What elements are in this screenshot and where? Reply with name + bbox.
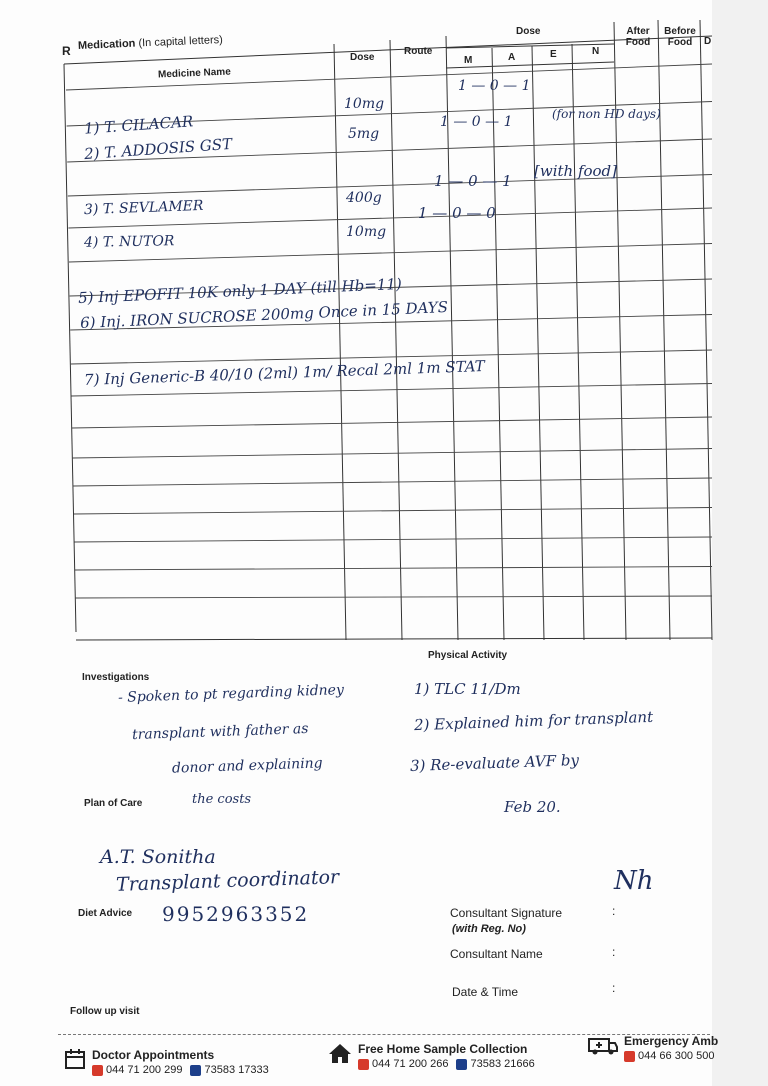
activity-line-4: Feb 20.	[504, 798, 561, 816]
activity-line-2: 2) Explained him for transplant	[413, 707, 654, 735]
header-a: A	[508, 52, 516, 63]
mobile-icon	[190, 1065, 201, 1076]
grid-row-line	[74, 537, 712, 542]
med-line-2: 2) T. ADDOSIS GST	[83, 134, 233, 164]
with-reg-label: (with Reg. No)	[452, 923, 526, 935]
footer-sample-collection	[328, 1042, 535, 1070]
med-line-7: 7) Inj Generic-B 40/10 (2ml) 1m/ Recal 2ml 1m STAT	[83, 357, 486, 389]
med-4-schedule: 1 — 0 — 0	[418, 204, 496, 222]
grid-row-line	[73, 478, 712, 486]
diet-advice-label: Diet Advice	[78, 908, 133, 919]
med-line-1: 1) T. CILACAR	[83, 112, 194, 138]
med-1-schedule: 1 — 0 — 1	[458, 78, 531, 94]
grid-row-line	[75, 567, 712, 571]
plan-of-care-label: Plan of Care	[84, 798, 143, 809]
med-4-dose: 10mg	[346, 224, 387, 240]
physical-activity-label: Physical Activity	[428, 650, 508, 661]
grid-row-line	[72, 417, 712, 428]
consultant-signature-label: Consultant Signature	[450, 906, 563, 920]
coordinator-title: Transplant coordinator	[115, 866, 340, 896]
emergency-phone[interactable]: 044 66 300 500	[638, 1050, 715, 1062]
emergency-title: Emergency Amb	[624, 1034, 719, 1048]
med-line-6: 6) Inj. IRON SUCROSE 200mg Once in 15 DAYS	[79, 297, 449, 333]
header-before-food: Before Food	[664, 26, 696, 48]
header-e: E	[550, 49, 557, 60]
grid-row-line	[74, 508, 712, 515]
med-line-4: 4) T. NUTOR	[83, 233, 175, 251]
header-route: Route	[404, 46, 433, 57]
investigation-line-4: the costs	[192, 792, 252, 807]
consultant-name-label: Consultant Name	[450, 947, 543, 961]
follow-up-label: Follow up visit	[70, 1006, 140, 1017]
consultant-signature: Nh	[614, 866, 654, 896]
footer-emergency	[588, 1034, 718, 1062]
med-line-3: 3) T. SEVLAMER	[83, 197, 204, 219]
med-1-dose: 10mg	[344, 96, 385, 112]
med-2-note: (for non HD days)	[552, 107, 661, 121]
header-medicine-name: Medicine Name	[157, 66, 232, 81]
investigation-line-3: donor and explaining	[171, 755, 323, 777]
rx-symbol: R	[62, 44, 71, 58]
coordinator-phone: 9952963352	[162, 902, 310, 926]
header-cut: D	[704, 36, 712, 47]
home-icon	[328, 1042, 352, 1064]
investigation-line-2: transplant with father as	[131, 720, 309, 744]
date-time-colon: :	[612, 981, 616, 995]
appointments-phone-1[interactable]: 044 71 200 299	[106, 1064, 183, 1076]
consultant-signature-colon: :	[612, 904, 616, 918]
activity-line-1: 1) TLC 11/Dm	[414, 680, 521, 698]
med-2-dose: 5mg	[348, 126, 380, 142]
header-m: M	[464, 55, 473, 66]
sample-phone-1[interactable]: 044 71 200 266	[372, 1058, 449, 1070]
grid-row-line	[73, 449, 712, 459]
med-3-dose: 400g	[346, 190, 382, 206]
investigations-label: Investigations	[82, 672, 150, 683]
medication-title-text: Medication	[77, 37, 136, 52]
header-after-food: After Food	[625, 26, 651, 48]
investigation-line-1: - Spoken to pt regarding kidney	[117, 682, 345, 706]
mobile-icon	[456, 1059, 467, 1070]
ambulance-icon	[588, 1034, 618, 1056]
sample-phone-2[interactable]: 73583 21666	[470, 1058, 535, 1070]
med-3-schedule: 1 — 0 — 1	[434, 172, 512, 190]
phone-icon	[624, 1051, 635, 1062]
phone-icon	[92, 1065, 103, 1076]
grid-row-line	[76, 596, 712, 598]
med-3-note: [with food]	[534, 162, 618, 180]
appointments-title: Doctor Appointments	[92, 1048, 215, 1062]
calendar-icon	[64, 1048, 86, 1070]
consultant-name-colon: :	[612, 945, 616, 959]
coordinator-name: A.T. Sonitha	[100, 846, 216, 868]
activity-line-3: 3) Re-evaluate AVF by	[409, 751, 580, 775]
header-dose: Dose	[350, 52, 375, 63]
med-line-5: 5) Inj EPOFIT 10K only 1 DAY (till Hb=11)	[77, 274, 403, 308]
date-time-label: Date & Time	[452, 985, 519, 999]
medication-note: (In capital letters)	[138, 33, 224, 50]
header-dose-group: Dose	[516, 26, 541, 37]
med-2-schedule: 1 — 0 — 1	[440, 114, 513, 130]
appointments-phone-2[interactable]: 73583 17333	[204, 1064, 269, 1076]
sample-title: Free Home Sample Collection	[358, 1042, 528, 1056]
phone-icon	[358, 1059, 369, 1070]
footer-appointments	[64, 1048, 269, 1076]
header-n: N	[592, 46, 600, 57]
